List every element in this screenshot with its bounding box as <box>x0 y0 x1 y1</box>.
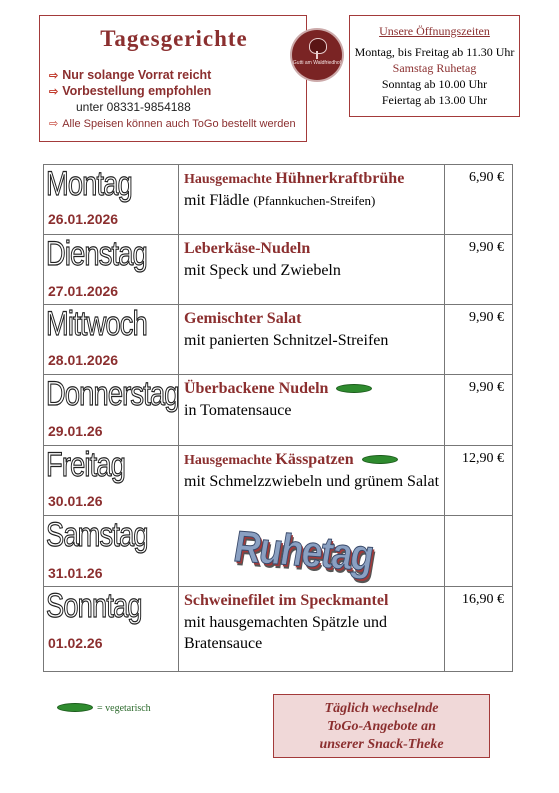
day-date: 26.01.2026 <box>48 211 119 227</box>
legend-text: = vegetarisch <box>97 703 151 714</box>
menu-row-sunday <box>44 587 512 671</box>
day-date: 27.01.2026 <box>48 283 119 299</box>
dish-description: mit hausgemachten Spätzle und Bratensauce <box>184 614 388 652</box>
dish-price: 9,90 € <box>469 240 504 255</box>
weekly-menu-table <box>43 164 513 672</box>
dish-cell <box>179 516 445 586</box>
hours-weekdays: Montag, bis Freitag ab 11.30 Uhr <box>354 45 515 59</box>
vegetarian-legend <box>57 703 151 714</box>
dish-cell <box>179 235 445 304</box>
day-name: Mittwoch <box>46 305 147 343</box>
togo-line: unserer Snack-Theke <box>319 737 444 752</box>
day-cell <box>44 446 179 515</box>
menu-row-monday <box>44 165 512 235</box>
logo-text: Gutti am Waldfriedhof <box>292 60 342 66</box>
menu-row-thursday <box>44 375 512 446</box>
day-name: Samstag <box>46 516 148 554</box>
dish-description: mit Schmelzzwiebeln und grünem Salat <box>184 473 440 490</box>
vegetarian-bean-icon <box>362 455 398 464</box>
dish-cell <box>179 305 445 374</box>
dish-description-note: (Pfannkuchen-Streifen) <box>253 193 376 208</box>
dish-cell <box>179 165 445 234</box>
day-cell <box>44 375 179 445</box>
dish-price: 6,90 € <box>469 170 504 185</box>
tree-icon <box>309 38 327 54</box>
arrow-right-icon: ⇨ <box>49 118 59 130</box>
arrow-right-icon: ⇨ <box>49 86 59 98</box>
page-title: Tagesgerichte <box>100 26 248 51</box>
arrow-right-icon: ⇨ <box>49 70 59 82</box>
day-date: 28.01.2026 <box>48 352 119 368</box>
vegetarian-bean-icon <box>336 384 372 393</box>
opening-hours-title: Unsere Öffnungszeiten <box>379 24 490 38</box>
dish-prefix: Hausgemachte <box>184 453 276 468</box>
dish-description: mit Flädle <box>184 192 254 209</box>
dish-description: mit Speck und Zwiebeln <box>184 262 341 279</box>
dish-cell <box>179 587 445 671</box>
dish-prefix: Hausgemachte <box>184 172 276 187</box>
opening-hours-box <box>349 15 520 117</box>
day-name: Montag <box>46 165 132 203</box>
day-name: Freitag <box>46 446 126 484</box>
dish-price: 9,90 € <box>469 310 504 325</box>
day-name: Donnerstag <box>46 375 179 413</box>
togo-offer-box <box>273 694 490 758</box>
day-date: 01.02.26 <box>48 635 103 651</box>
hours-sunday: Sonntag ab 10.00 Uhr <box>381 77 488 91</box>
menu-row-saturday <box>44 516 512 587</box>
note-preorder: ⇨ Vorbestellung empfohlen <box>49 84 212 98</box>
menu-row-tuesday <box>44 235 512 305</box>
togo-line: Täglich wechselnde <box>324 701 439 716</box>
dish-title: Überbackene Nudeln <box>184 380 329 397</box>
day-cell <box>44 587 179 671</box>
dish-description: in Tomatensauce <box>184 402 292 419</box>
togo-line: ToGo-Angebote an <box>327 719 436 734</box>
note-togo: ⇨ Alle Speisen können auch ToGo bestellt werden <box>49 118 296 130</box>
hours-saturday: Samstag Ruhetag <box>392 61 477 75</box>
day-cell <box>44 305 179 374</box>
dish-title: Hühnerkraftbrühe <box>275 170 405 187</box>
note-stock: ⇨ Nur solange Vorrat reicht <box>49 68 212 82</box>
dish-price: 12,90 € <box>462 451 504 466</box>
day-date: 31.01.26 <box>48 565 103 581</box>
day-cell <box>44 165 179 234</box>
dish-title: Gemischter Salat <box>184 310 302 327</box>
menu-row-wednesday <box>44 305 512 375</box>
day-name: Dienstag <box>46 235 147 273</box>
dish-title: Kässpatzen <box>275 451 354 468</box>
dish-title: Schweinefilet im Speckmantel <box>184 592 389 609</box>
day-date: 29.01.26 <box>48 423 103 439</box>
dish-cell <box>179 446 445 515</box>
dish-title: Leberkäse-Nudeln <box>184 240 311 257</box>
dish-description: mit panierten Schnitzel-Streifen <box>184 332 389 349</box>
hours-holiday: Feiertag ab 13.00 Uhr <box>381 93 488 107</box>
dish-price: 16,90 € <box>462 592 504 607</box>
day-date: 30.01.26 <box>48 493 103 509</box>
phone-number: unter 08331-9854188 <box>76 100 191 114</box>
day-cell <box>44 235 179 304</box>
closed-day-wordart: Ruhetag <box>234 522 372 581</box>
menu-row-friday <box>44 446 512 516</box>
dish-price: 9,90 € <box>469 380 504 395</box>
daily-dishes-info-box <box>39 15 307 142</box>
day-cell <box>44 516 179 586</box>
vegetarian-bean-icon <box>57 703 93 712</box>
day-name: Sonntag <box>46 587 142 625</box>
dish-cell <box>179 375 445 445</box>
restaurant-logo <box>292 30 342 80</box>
